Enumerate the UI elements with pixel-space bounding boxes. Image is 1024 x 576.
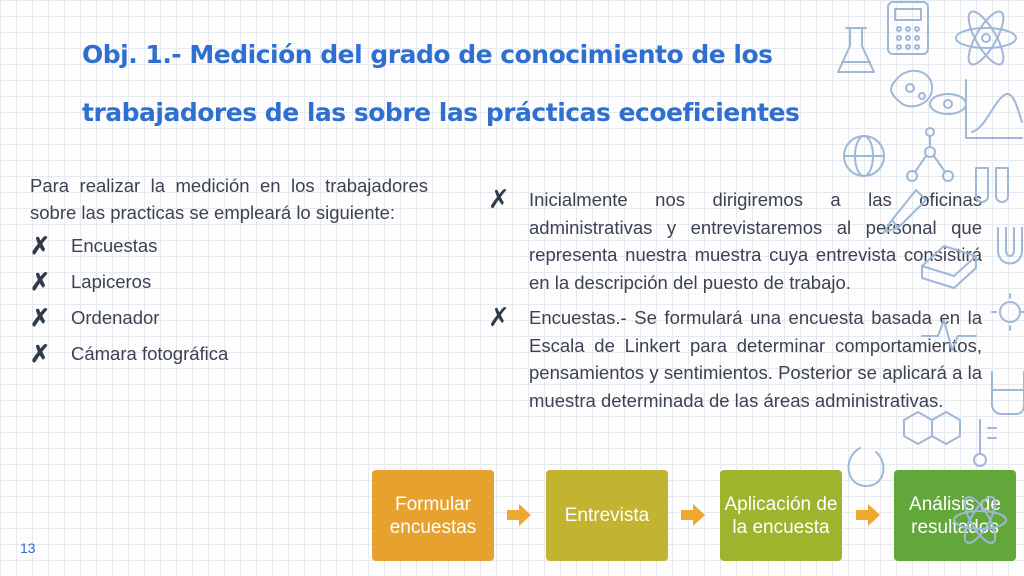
page-number: 13 bbox=[20, 540, 36, 556]
material-item bbox=[30, 264, 428, 300]
procedure-text: Inicialmente nos dirigiremos a las oficinas administrativas y entrevistaremos al personal que representa nuestra muestra cuya entrevista consistirá en la descripción del puesto de trabajo. bbox=[529, 189, 982, 293]
flow-step-label: Análisis de resultados bbox=[909, 493, 1001, 538]
rocket-icon bbox=[884, 190, 926, 232]
flask-icon bbox=[838, 28, 874, 72]
tubes-icon bbox=[976, 168, 1008, 202]
flow-step-label: Entrevista bbox=[564, 505, 650, 526]
hexagon-molecule-icon bbox=[904, 412, 960, 444]
flow-step-entrevista bbox=[546, 470, 668, 561]
material-label: Encuestas bbox=[71, 235, 158, 256]
graph-icon bbox=[966, 80, 1022, 138]
x-mark-icon: ✗ bbox=[30, 232, 51, 260]
flow-step-aplicacion bbox=[720, 470, 842, 561]
x-mark-icon: ✗ bbox=[30, 268, 51, 296]
material-label: Ordenador bbox=[71, 307, 160, 328]
molecule-icon bbox=[907, 128, 953, 181]
material-item bbox=[30, 300, 428, 336]
globe-icon bbox=[844, 136, 884, 176]
x-mark-icon: ✗ bbox=[488, 185, 510, 215]
material-item bbox=[30, 228, 428, 264]
atom-small-icon bbox=[954, 493, 1006, 547]
flow-step-label: Aplicación de la encuesta bbox=[724, 493, 838, 538]
thermometer-icon bbox=[974, 420, 996, 466]
x-mark-icon: ✗ bbox=[30, 340, 51, 368]
heartbeat-icon bbox=[922, 320, 976, 350]
plant-cell-icon bbox=[930, 94, 966, 114]
procedure-text: Encuestas.- Se formulará una encuesta basada en la Escala de Linkert para determinar comportamientos, pensamientos y sentimientos. Posterior se aplicará a la muestra determinada de las áreas administrativas. bbox=[529, 307, 982, 411]
sun-icon bbox=[992, 294, 1024, 330]
material-label: Lapiceros bbox=[71, 271, 152, 292]
flow-step-formular bbox=[372, 470, 494, 561]
flow-step-label: Formular encuestas bbox=[389, 493, 477, 538]
slide-title: Obj. 1.- Medición del grado de conocimiento de los trabajadores de las sobre las prácticas ecoeficientes bbox=[82, 40, 800, 127]
book-icon bbox=[922, 246, 976, 288]
flow-arrow-icon bbox=[507, 503, 531, 527]
atom-icon bbox=[956, 7, 1016, 69]
materials-section bbox=[30, 172, 428, 372]
magnet-icon bbox=[998, 228, 1022, 264]
beaker-icon bbox=[992, 372, 1024, 414]
material-item bbox=[30, 336, 428, 372]
horseshoe-magnet-icon bbox=[849, 448, 884, 486]
microbe-icon bbox=[891, 71, 932, 107]
x-mark-icon: ✗ bbox=[488, 303, 510, 333]
x-mark-icon: ✗ bbox=[30, 304, 51, 332]
material-label: Cámara fotográfica bbox=[71, 343, 229, 364]
calculator-icon bbox=[888, 2, 928, 54]
flow-arrow-icon bbox=[681, 503, 705, 527]
science-doodles-decoration bbox=[826, 0, 1024, 576]
materials-intro: Para realizar la medición en los trabajadores sobre las practicas se empleará lo siguiente: bbox=[30, 175, 428, 223]
